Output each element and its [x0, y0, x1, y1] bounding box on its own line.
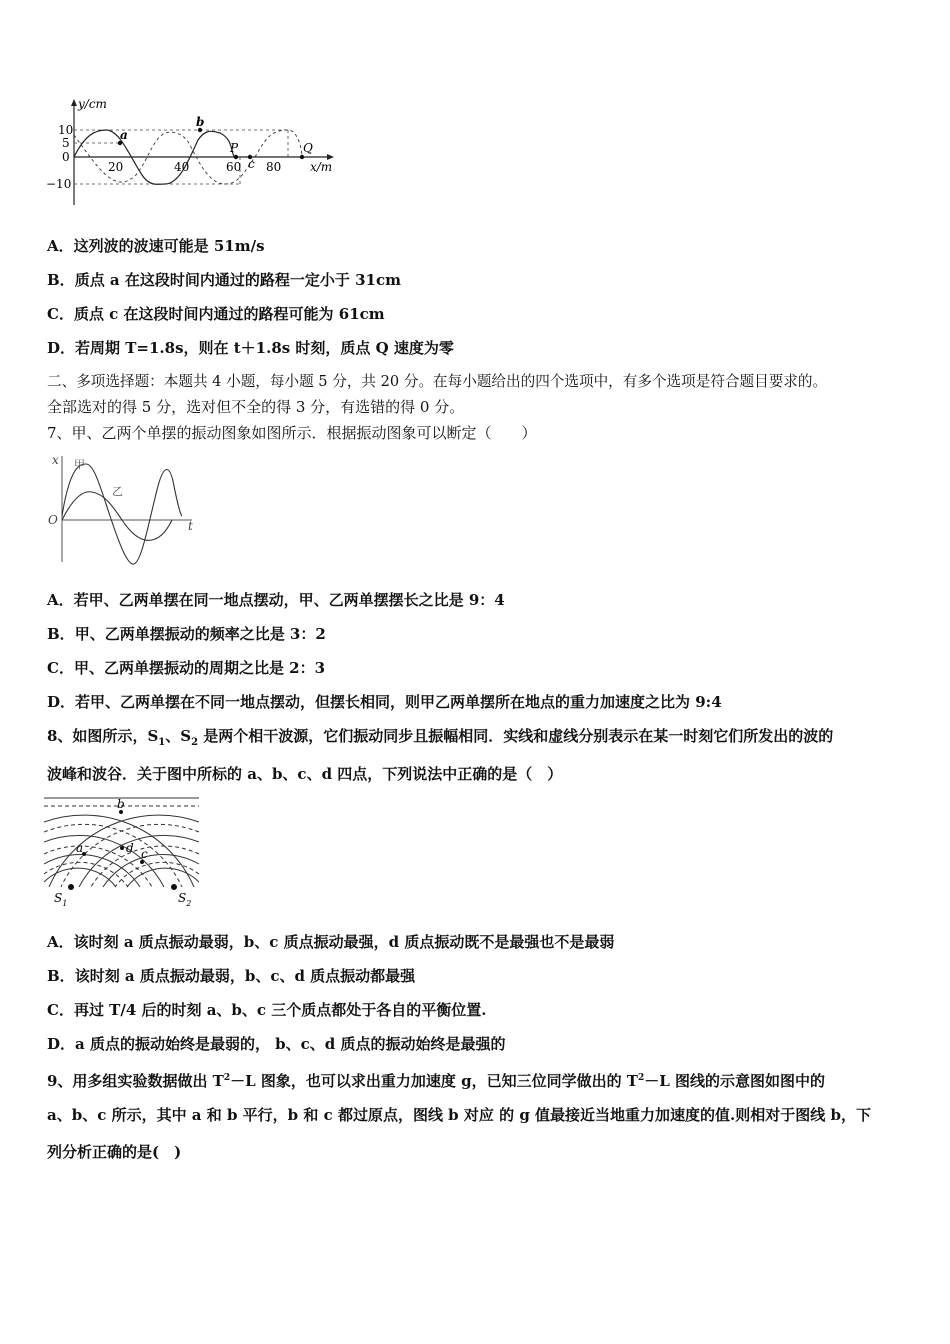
q7-option-b: B．甲、乙两单摆振动的频率之比是 3：2 — [47, 625, 326, 643]
q9-line2: a、b、c 所示，其中 a 和 b 平行，b 和 c 都过原点，图线 b 对应 的 g 值最接近当地重力加速度的值.则相对于图线 b，下 — [47, 1106, 871, 1124]
q8-option-c: C．再过 T/4 后的时刻 a、b、c 三个质点都处于各自的平衡位置. — [47, 1001, 487, 1019]
pendulum-x-label: x — [52, 453, 59, 467]
interference-label-d: d — [126, 841, 134, 855]
q8-option-a: A．该时刻 a 质点振动最弱，b、c 质点振动最强，d 质点振动既不是最强也不是最弱 — [47, 933, 615, 951]
q8-stem-line1: 8、如图所示，$S_1$、$S_2$ 是两个相干波源，它们振动同步且振幅相同．实线和虚线分别表示在某一时刻它们所发出的波的 — [47, 727, 834, 748]
interference-label-c: c — [141, 847, 148, 861]
q6-option-d: D．若周期 T=1.8s，则在 t＋1.8s 时刻，质点 Q 速度为零 — [47, 339, 454, 357]
pendulum-t-label: t — [188, 519, 193, 533]
wave-x-label: x/m — [310, 160, 333, 174]
q9-line1: 9、用多组实验数据做出 $T^2-L$ 图象，也可以求出重力加速度 g，已知三位同学做出的 $T^2-L$ 图线的示意图如图中的 — [47, 1072, 826, 1090]
wave-y-label: y/cm — [78, 97, 107, 111]
wave-x-tick: 40 — [174, 160, 190, 174]
wave-y-tick: 0 — [62, 150, 70, 164]
wave-y-tick: 10 — [58, 123, 74, 137]
q7-option-c: C．甲、乙两单摆振动的周期之比是 2：3 — [47, 659, 326, 677]
q6-option-a: A．这列波的波速可能是 51m/s — [47, 237, 265, 255]
q7-option-d: D．若甲、乙两单摆在不同一地点摆动，但摆长相同，则甲乙两单摆所在地点的重力加速度之比为 9:4 — [47, 693, 722, 711]
section2-line1: 二、多项选择题：本题共 4 小题，每小题 5 分，共 20 分。在每小题给出的四个选项中，有多个选项是符合题目要求的。 — [47, 373, 828, 390]
wave-x-tick: 80 — [266, 160, 282, 174]
q7-stem: 7、甲、乙两个单摆的振动图象如图所示．根据振动图象可以断定（ ） — [47, 424, 537, 442]
wave-point-label: P — [230, 141, 239, 155]
q9-line3: 列分析正确的是( ) — [47, 1143, 182, 1161]
q6-option-c: C．质点 c 在这段时间内通过的路程可能为 61cm — [47, 305, 385, 323]
section2-line2: 全部选对的得 5 分，选对但不全的得 3 分，有选错的得 0 分。 — [47, 398, 465, 416]
pendulum-curve-jia: 甲 — [74, 458, 85, 471]
wave-figure — [40, 95, 350, 210]
wave-point-label: c — [248, 157, 255, 171]
q7-option-a: A．若甲、乙两单摆在同一地点摆动，甲、乙两单摆摆长之比是 9：4 — [47, 591, 505, 609]
pendulum-curve-yi: 乙 — [112, 485, 123, 498]
interference-figure — [44, 792, 204, 912]
wave-y-tick: −10 — [46, 177, 72, 191]
pendulum-figure — [42, 450, 202, 565]
pendulum-origin-label: O — [48, 513, 58, 527]
q6-option-b: B．质点 a 在这段时间内通过的路程一定小于 31cm — [47, 271, 401, 289]
q8-option-b: B．该时刻 a 质点振动最弱，b、c、d 质点振动都最强 — [47, 967, 416, 985]
wave-y-tick: 5 — [62, 136, 70, 150]
wave-x-tick: 60 — [226, 160, 242, 174]
q8-stem-line2: 波峰和波谷．关于图中所标的 a、b、c、d 四点，下列说法中正确的是（ ） — [47, 765, 563, 783]
wave-x-tick: 20 — [108, 160, 124, 174]
wave-point-label: b — [196, 115, 205, 129]
wave-point-label: Q — [303, 141, 313, 155]
wave-point-label: a — [120, 128, 128, 142]
interference-label-b: b — [117, 797, 125, 811]
interference-label-a: a — [76, 841, 84, 855]
q8-option-d: D．a 质点的振动始终是最弱的， b、c、d 质点的振动始终是最强的 — [47, 1035, 506, 1053]
interference-label-s2: $S_2$ — [178, 891, 192, 908]
interference-label-s1: $S_1$ — [54, 891, 68, 908]
